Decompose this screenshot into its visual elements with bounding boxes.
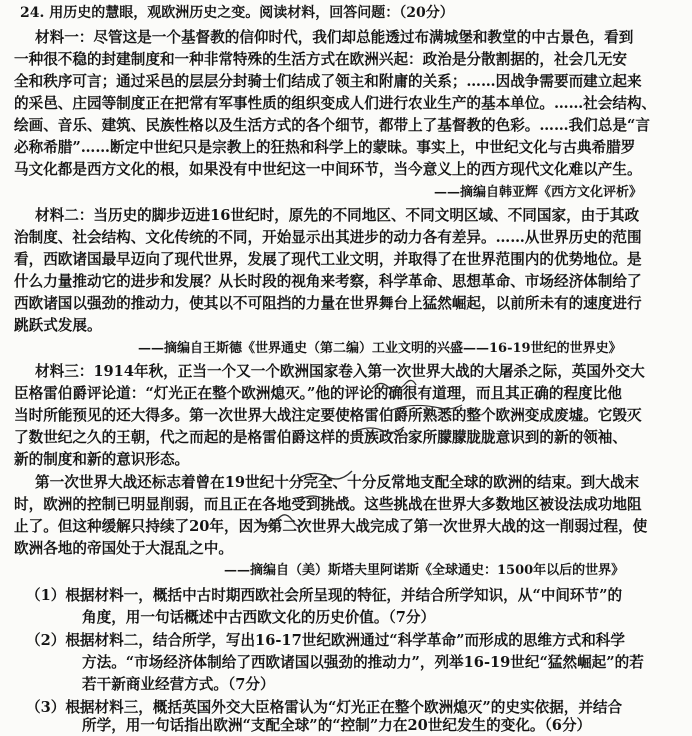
question-3-line: 所学，用一句话指出欧洲“支配全球”的“控制”力在20世纪发生的变化。（6分） [82, 717, 592, 734]
scribble-mark [258, 515, 304, 526]
material3-line: 时，欧洲的控制已明显削弱，而且正在各地受到挑战。这些挑战在世界大多数地区被设法成功地阻 [14, 496, 642, 513]
material3-line: 第一次世界大战还标志着曾在19世纪十分完全、十分反常地支配全球的欧洲的结束。到大战末 [35, 474, 640, 491]
material2-line: 西欧诸国以强劲的推动力，使其以不可阻挡的力量在世界舞台上猛然崛起，以前所未有的速度进行 [14, 295, 642, 312]
material3-line: 欧洲各地的帝国处于大混乱之中。 [14, 540, 233, 557]
question-1-line: 角度，用一句话概述中古西欧文化的历史价值。（7分） [82, 609, 436, 626]
question-2-line: （2）根据材料二，结合所学，写出16-17世纪欧洲通过“科学革命”而形成的思维方式和科学 [26, 632, 625, 649]
material1-line: 马文化都是西方文化的根，如果没有中世纪这一中间环节，当今意义上的西方现代文化难以产生。 [14, 161, 642, 178]
question-2-line: 方法。“市场经济体制给了西欧诸国以强劲的推动力”，列举16-19世纪“猛然崛起”的若 [82, 654, 644, 671]
question-2-line: 若干新商业经营方式。（7分） [82, 676, 275, 693]
material2-source: ——摘编自王斯德《世界通史（第二编）工业文明的兴盛——16-19世纪的世界史》 [138, 341, 622, 356]
scribble-mark [298, 471, 352, 479]
material1-line: 一种很不稳的封建制度和一种非常特殊的生活方式在欧洲兴起：政治是分散割据的，社会几无安 [14, 51, 627, 68]
material2-line: 治制度、社会结构、文化传统的不同，开始显示出其进步的动力各有差异。……从世界历史的范围 [14, 229, 642, 246]
material3-line: 新的制度和新的意识形态。 [14, 451, 190, 468]
material2-line: 看，西欧诸国最早迈向了现代世界，发展了现代工业文明，并取得了在世界范围内的优势地位。是 [14, 251, 642, 268]
material2-line: 什么力量推动它的进步和发展？从长时段的视角来考察，科学革命、思想革命、市场经济体制给了 [14, 273, 642, 290]
question-3-line: （3）根据材料三，概括英国外交大臣格雷认为“灯光正在整个欧洲熄灭”的史实依据，并结合 [26, 699, 623, 716]
question-1-line: （1）根据材料一，概括中古时期西欧社会所呈现的特征，并结合所学知识，从“中间环节”的 [26, 587, 623, 604]
material3-line: 了数世纪之久的王朝，代之而起的是格雷伯爵这样的贵族政治家所朦朦胧胧意识到的新的领袖、 [14, 429, 627, 446]
material1-line: 必称希腊”……断定中世纪只是宗教上的狂热和科学上的蒙昧。事实上，中世纪文化与古典希腊罗 [14, 139, 636, 156]
material1-source: ——摘编自韩亚辉《西方文化评析》 [434, 185, 643, 200]
question-header: 24. 用历史的慧眼，观欧洲历史之变。阅读材料，回答问题：（20分） [20, 5, 454, 21]
scribble-mark [372, 380, 416, 390]
material1-line: 的采邑、庄园等制度正在把常有军事性质的组织变成人们进行农业生产的基本单位。……社会结构、 [14, 95, 657, 112]
material2-line: 跳跃式发展。 [14, 317, 102, 334]
material1-line: 绘画、音乐、建筑、民族性格以及生活方式的各个细节，都带上了基督教的色彩。……我们总是“言 [14, 117, 650, 134]
material3-line: 臣格雷伯爵评论道：“灯光正在整个欧洲熄灭。”他的评论的确很有道理，而且其正确的程度比他 [14, 385, 622, 402]
material1-line: 全和秩序可言；通过采邑的层层分封骑士们结成了领主和附庸的关系；……因战争需要而建立起来 [14, 73, 642, 90]
material3-source: ——摘编自（美）斯塔夫里阿诺斯《全球通史：1500年以后的世界》 [224, 563, 625, 578]
scribble-mark [392, 405, 462, 410]
material3-line: 材料三：1914年秋，正当一个又一个欧洲国家卷入第一次世界大战的大屠杀之际，英国外交大 [35, 363, 645, 380]
material3-line: 止了。但这种缓解只持续了20年，因为第二次世界大战完成了第一次世界大战的这一削弱过程，使 [14, 518, 648, 535]
material3-line: 当时所能预见的还大得多。第一次世界大战注定要使格雷伯爵所熟悉的整个欧洲变成废墟。它毁灭 [14, 407, 642, 424]
material1-line: 材料一：尽管这是一个基督教的信仰时代，我们却总能透过布满城堡和教堂的中古景色，看到 [35, 29, 634, 46]
scribble-mark [356, 427, 404, 432]
scribble-mark [300, 496, 348, 502]
material2-line: 材料二：当历史的脚步迈进16世纪时，原先的不同地区、不同文明区域、不同国家，由于其政 [35, 207, 640, 224]
